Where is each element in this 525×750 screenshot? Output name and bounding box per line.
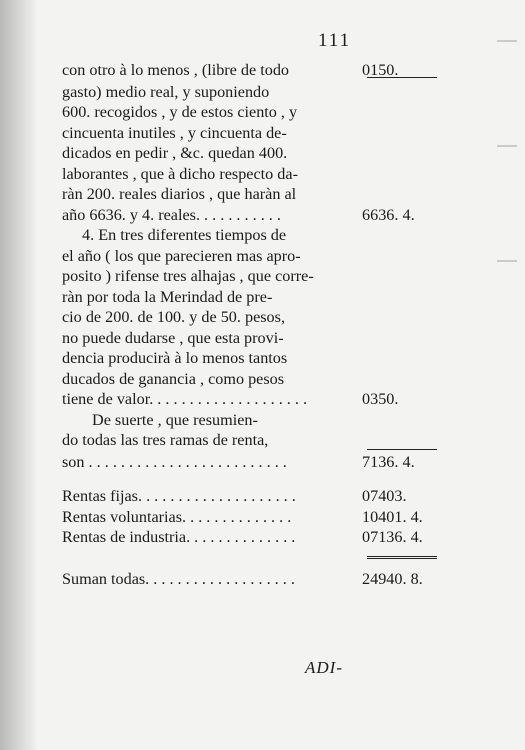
text-line [62, 143, 442, 164]
line-text: ducados de ganancia , como pesos [62, 369, 285, 388]
line-text: tiene de valor. . . . . . . . . . . . . . . . . . . . [62, 390, 308, 408]
text-line [62, 205, 442, 226]
line-text: el año ( los que parecieren mas apro- [62, 246, 301, 265]
text-line [62, 328, 442, 349]
line-text: año 6636. y 4. reales. . . . . . . . . . . [62, 205, 281, 224]
line-text: dicados en pedir , &c. quedan 400. [62, 144, 288, 162]
line-amount: 0150. [362, 61, 399, 79]
bleed-through-mark [497, 260, 517, 262]
summary-label: Rentas voluntarias. . . . . . . . . . . . . . [62, 507, 292, 526]
text-line [62, 184, 442, 205]
line-text: ràn por toda la Merindad de pre- [62, 287, 273, 306]
page-number: 111 [318, 30, 352, 51]
line-text: laborantes , que à dicho respecto da- [62, 164, 298, 183]
text-line [62, 266, 442, 287]
bleed-through-mark [497, 40, 517, 42]
line-text: cio de 200. de 100. y de 50. pesos, [62, 308, 285, 326]
catchword: ADI- [305, 658, 343, 677]
paragraph-start-line [62, 225, 442, 246]
total-row [62, 569, 442, 590]
line-text: no puede dudarse , que esta provi- [62, 328, 284, 347]
summary-amount: 10401. 4. [362, 507, 423, 526]
text-line [62, 102, 442, 123]
text-line [62, 389, 442, 410]
summary-label: Rentas de industria. . . . . . . . . . . . . . [62, 528, 296, 546]
total-rule [367, 556, 437, 561]
text-line [62, 246, 442, 267]
page-edge-shadow [0, 0, 38, 750]
line-amount: 6636. 4. [362, 205, 415, 224]
page-body [62, 60, 442, 589]
text-line [62, 348, 442, 369]
text-line [62, 430, 442, 451]
line-text: cincuenta inutiles , y cincuenta de- [62, 123, 287, 142]
summary-amount: 07403. [362, 487, 407, 505]
total-amount: 24940. 8. [362, 569, 423, 588]
paragraph-start-line [62, 410, 442, 431]
total-label: Suman todas. . . . . . . . . . . . . . . . . . . [62, 569, 295, 588]
summary-amount: 07136. 4. [362, 528, 423, 546]
summary-row [62, 527, 442, 548]
line-text: dencia producirà à lo menos tantos [62, 349, 288, 367]
line-text: con otro à lo menos , (libre de todo [62, 61, 290, 79]
line-text: De suerte , que resumien- [92, 410, 258, 429]
summary-label: Rentas fijas. . . . . . . . . . . . . . . . . . . . [62, 487, 296, 505]
line-text: gasto) medio real, y suponiendo [62, 82, 270, 101]
line-text: 600. recogidos , y de estos ciento , y [62, 103, 298, 121]
amount-rule [367, 77, 437, 80]
text-line [62, 82, 442, 103]
line-text: 4. En tres diferentes tiempos de [82, 226, 287, 244]
text-line [62, 369, 442, 390]
line-text: do todas las tres ramas de renta, [62, 431, 269, 449]
text-line [62, 307, 442, 328]
text-line [62, 123, 442, 144]
text-line [62, 164, 442, 185]
line-text: ràn 200. reales diarios , que haràn al [62, 185, 297, 203]
line-amount: 7136. 4. [362, 452, 415, 471]
bleed-through-mark [497, 145, 517, 147]
line-text: son . . . . . . . . . . . . . . . . . . . . . . . . . [62, 452, 287, 471]
line-text: posito ) rifense tres alhajas , que corre- [62, 267, 314, 285]
text-line [62, 452, 442, 473]
line-amount: 0350. [362, 390, 399, 408]
text-line [62, 287, 442, 308]
summary-row [62, 486, 442, 507]
summary-row [62, 507, 442, 528]
